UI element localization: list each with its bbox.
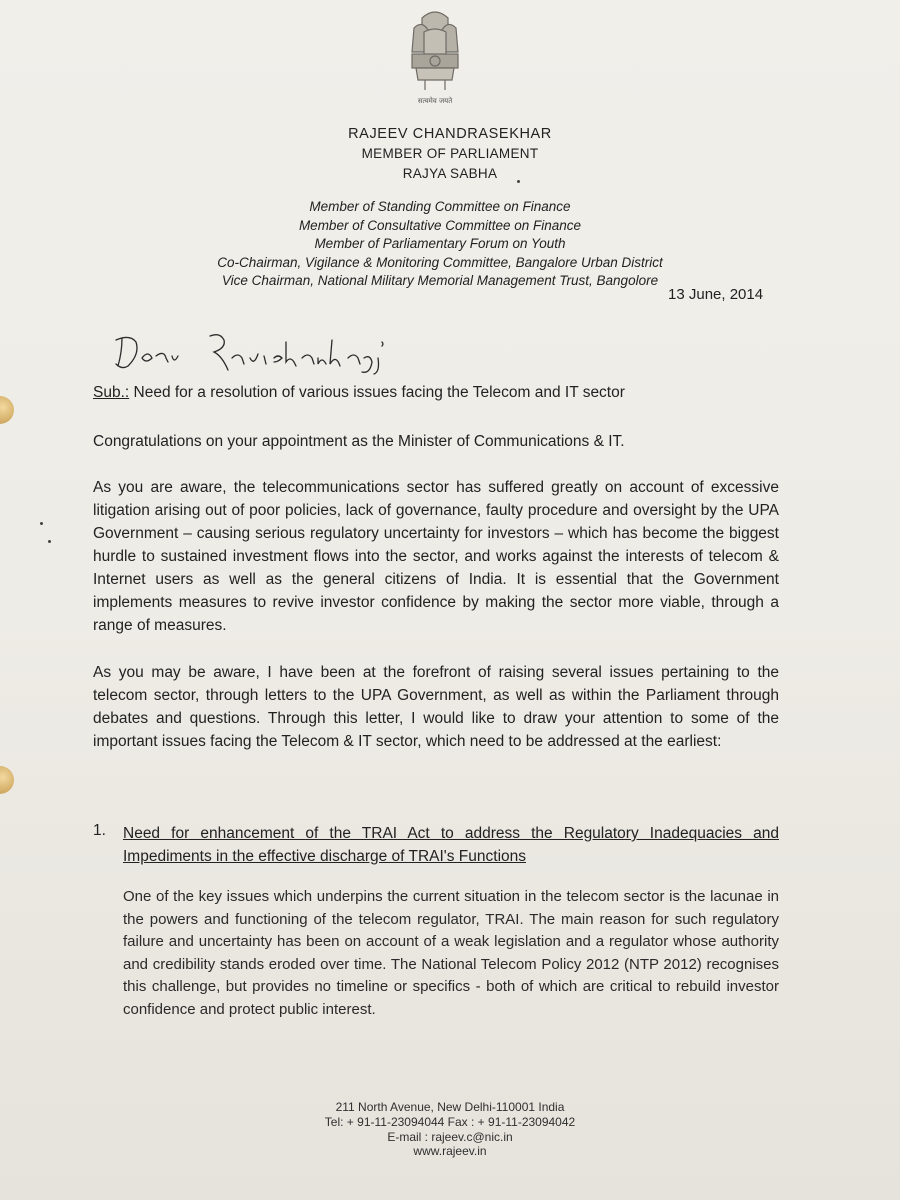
section-number: 1. [93, 822, 106, 839]
subject-label: Sub.: [93, 384, 130, 401]
letter-date: 13 June, 2014 [668, 286, 764, 303]
subject-line [93, 384, 625, 402]
salutation-text: Dear Ravi shankarji [112, 328, 121, 329]
paragraph-sector-issues: As you are aware, the telecommunications sector has suffered greatly on account of excessive litigation arising out of poor policies, lack of governance, faulty procedure and oversight by the UPA Government – causing serious regulatory uncertainty for investors – which has become the biggest hurdle to sustained investment flows into the sector, and works against the interests of telecom & Internet users as well as the general citizens of India. It is essential that the Government implements measures to revive investor confidence by making the sector more viable, through a range of measures. [93, 479, 779, 634]
ink-speck [40, 522, 43, 525]
footer-phone: Tel: + 91-11-23094044 Fax : + 91-11-23094042 [324, 1114, 576, 1129]
footer-address: 211 North Avenue, New Delhi-110001 India [335, 1100, 565, 1114]
role-line: Member of Standing Committee on Finance [309, 199, 571, 214]
sender-house: RAJYA SABHA [402, 166, 498, 181]
ink-speck [517, 180, 520, 183]
footer-web: www.rajeev.in [413, 1144, 487, 1159]
paragraph-forefront: As you may be aware, I have been at the forefront of raising several issues pertaining to the telecom sector, through letters to the UPA Government, as well as within the Parliament through debates and questions. Through this letter, I would like to draw your attention to some of the important issues facing the Telecom & IT sector, which need to be addressed at the earliest: [93, 664, 779, 750]
section-body: One of the key issues which underpins the current situation in the telecom sector is the lacunae in the powers and functioning of the telecom regulator, TRAI. The main reason for such regulatory failure and uncertainty has been on account of a weak legislation and a regulator whose authority and credibility stands eroded over time. The National Telecom Policy 2012 (NTP 2012) recognises this challenge, but provides no timeline or specifics - both of which are critical to rebuild investor confidence and protect public interest. [123, 888, 779, 1018]
punch-hole-top [0, 396, 14, 424]
sender-title: MEMBER OF PARLIAMENT [361, 146, 539, 161]
role-line: Member of Parliamentary Forum on Youth [314, 236, 566, 252]
emblem-motto: सत्यमेव जयते [417, 97, 453, 105]
role-line: Vice Chairman, National Military Memorial Management Trust, Bangolore [221, 273, 659, 289]
section-title: Need for enhancement of the TRAI Act to address the Regulatory Inadequacies and Impediments in the effective discharge of TRAI's Functions [123, 825, 779, 865]
role-line: Member of Consultative Committee on Finance [298, 217, 582, 233]
letterhead-footer [230, 1100, 670, 1159]
punch-hole-bottom [0, 766, 14, 794]
footer-email: E-mail : rajeev.c@nic.in [387, 1129, 513, 1144]
ink-speck [48, 540, 51, 543]
role-line: Co-Chairman, Vigilance & Monitoring Committee, Bangalore Urban District [217, 254, 663, 270]
sender-name: RAJEEV CHANDRASEKHAR [348, 126, 552, 142]
subject-text: Need for a resolution of various issues facing the Telecom and IT sector [133, 384, 625, 401]
national-emblem-icon [400, 4, 470, 108]
paragraph-congratulations: Congratulations on your appointment as the Minister of Communications & IT. [93, 433, 625, 450]
sender-roles [180, 198, 700, 291]
handwritten-salutation [112, 328, 472, 378]
